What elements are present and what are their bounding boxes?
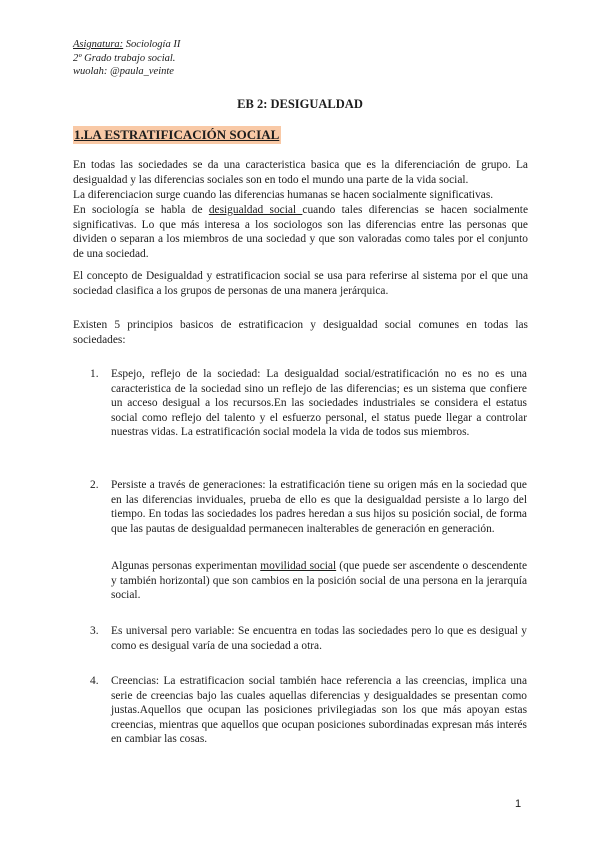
list-item-number: 4. xyxy=(90,675,99,687)
term-desigualdad-social: desigualdad social xyxy=(208,204,303,216)
intro-paragraph-1: En todas las sociedades se da una caracteristica basica que es la diferenciación de grupo. La desigualdad y las diferencias sociales son en todo el mundo una parte de la vida social. xyxy=(73,159,528,186)
course-line: 2º Grado trabajo social. xyxy=(73,52,176,64)
intro-p3-start: En sociología se habla de xyxy=(73,204,209,216)
list-item-text: Persiste a través de generaciones: la estratificación tiene su origen más en la sociedad que en las diferencias invidualеs, prueba de ello es que la desigualdad persiste a lo largo del tiempo. En todas las sociedades los padres heredan a sus hijos su posición social, de forma que las pautas de desigualdad permanecen inalterables de generación en generación. xyxy=(111,479,527,535)
list-item-number: 1. xyxy=(90,368,99,380)
page-number: 1 xyxy=(515,798,522,810)
author-line: wuolah: @paula_veinte xyxy=(73,66,174,77)
document-title: EB 2: DESIGUALDAD xyxy=(237,97,363,111)
list-item-number: 2. xyxy=(90,479,99,491)
section-heading: 1.LA ESTRATIFICACIÓN SOCIAL xyxy=(74,127,280,142)
term-movilidad-social: movilidad social xyxy=(260,560,337,572)
list-item-text: Creencias: La estratificacion social también hace referencia a las creencias, implica una serie de creencias bajo las cuales aquellas diferencias y desigualdades se presentan como justas.Aquellos que ocupan las posiciones privilegiadas son los que más apoyan estas creencias, mientras que aquellos que ocupan posiciones subordinadas expresan más interés en cambiar las cosas. xyxy=(111,675,527,746)
subject-label: Asignatura: xyxy=(73,39,124,50)
subject-value: Sociología II xyxy=(123,39,181,50)
list-item-extra xyxy=(111,559,527,603)
list-item-extra-start: Algunas personas experimentan xyxy=(111,560,261,572)
list-item-extra-end: (que puede ser ascendente o descendente y también horizontal) que son cambios en la posición social de una persona en la jerarquía social. xyxy=(111,560,528,602)
list-item-number: 3. xyxy=(90,625,99,637)
intro-paragraph-3 xyxy=(73,203,528,261)
document-header xyxy=(73,38,180,79)
intro-p3-end: cuando tales diferencias se hacen socialmente significativas. Lo que más interesa a los sociologos son las diferencias entre las personas que dividen o separan a los miembros de una sociedad y que son valoradas como tales por el conjunto de una sociedad. xyxy=(73,204,529,260)
list-item-text: Es universal pero variable: Se encuentra en todas las sociedades pero lo que es desigual y como es desigual varía de una sociedad a otra. xyxy=(111,625,527,652)
intro-paragraph-2: La diferenciacion surge cuando las diferencias humanas se hacen socialmente significativas. xyxy=(73,189,494,201)
intro-paragraph-5: Existen 5 principios basicos de estratificacion y desigualdad social comunes en todas las sociedades: xyxy=(73,319,528,346)
intro-paragraph-4: El concepto de Desigualdad y estratificacion social se usa para referirse al sistema por el que una sociedad clasifica a los grupos de personas de una manera jerárquica. xyxy=(73,270,528,297)
subject-line xyxy=(73,38,180,52)
list-item-text: Espejo, reflejo de la sociedad: La desigualdad social/estratificación no es no es una caracteristica de la sociedad sino un reflejo de las diferencias; es un sistema que confiere un acceso desigual a los recursos.En las sociedades industriales se considera el estatus social como reflejo del talento y el esfuerzo personal, el status puede llegar a controlar nuestras vidas. La estratificación social modela la vida de todos sus miembros. xyxy=(111,368,527,439)
